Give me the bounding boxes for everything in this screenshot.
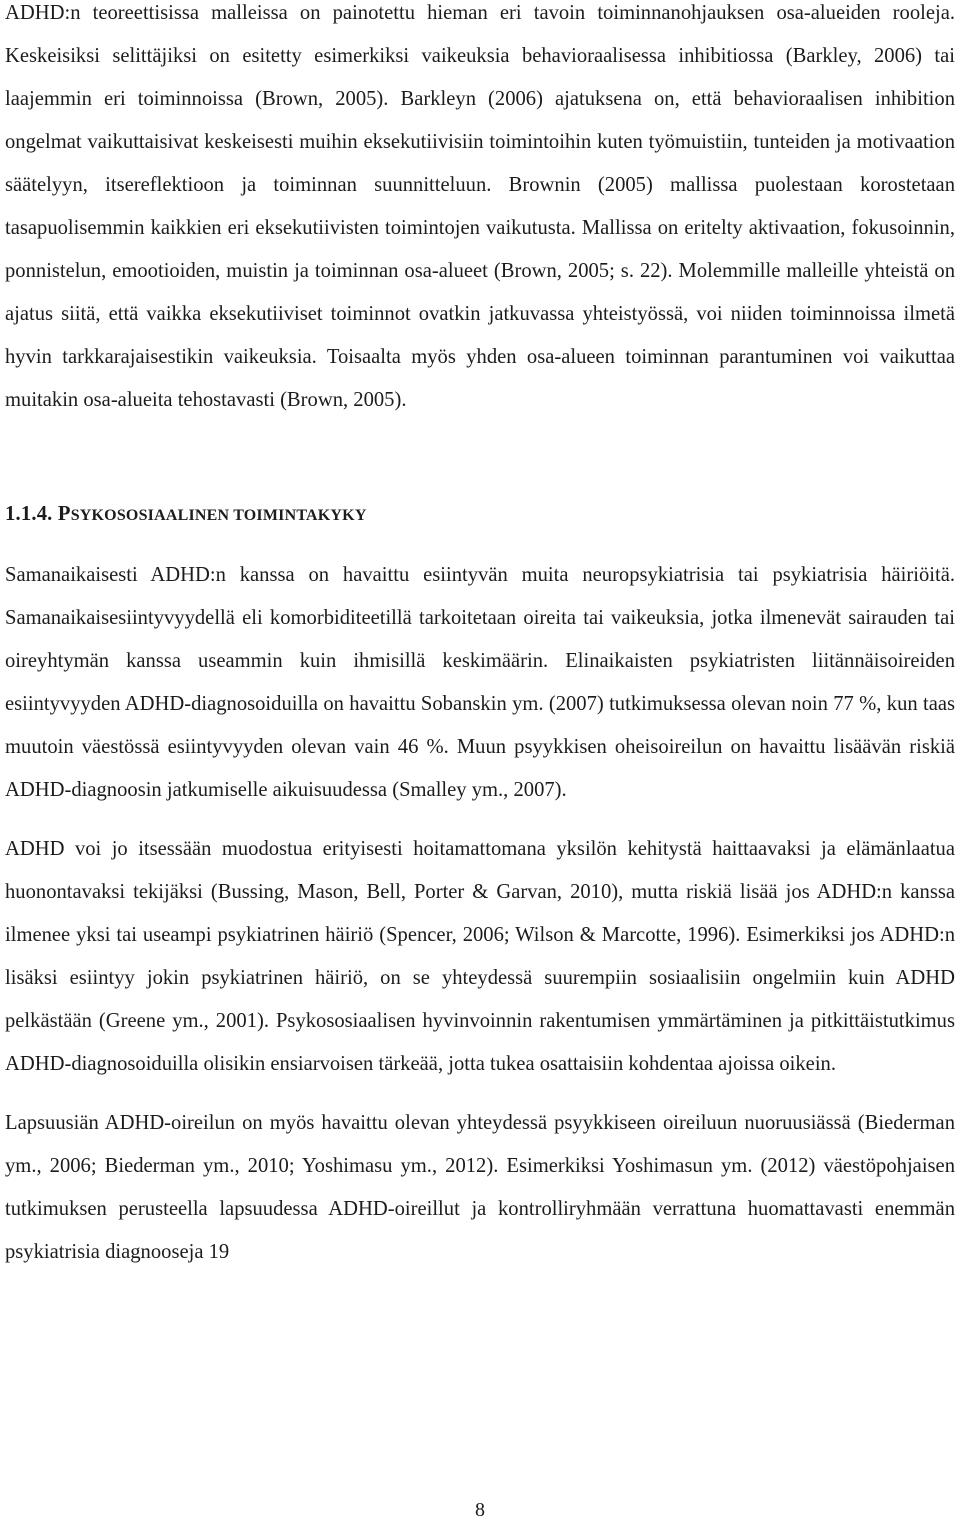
section-title-initial: P (57, 503, 71, 525)
section-number: 1.1.4. (5, 503, 53, 525)
paragraph-childhood-adhd: Lapsuusiän ADHD-oireilun on myös havaittu olevan yhteydessä psyykkiseen oireiluun nuoruusiässä (Biederman ym., 2006; Biederman ym., 2010; Yoshimasu ym., 2012). Esimerkiksi Yoshimasun ym. (2012) väestöpohjaisen tutkimuksen perusteella lapsuudessa ADHD-oireillut ja kontrolliryhmään verrattuna huomattavasti enemmän psykiatrisia diagnooseja 19 (5, 1112, 955, 1263)
spacer (5, 422, 955, 493)
section-title-rest: SYKOSOSIAALINEN TOIMINTAKYKY (70, 507, 367, 524)
section-heading (5, 493, 955, 537)
spacer (5, 537, 955, 554)
paragraph-adhd-risk: ADHD voi jo itsessään muodostua erityisesti hoitamattomana yksilön kehitystä haittaavaksi ja elämänlaatua huonontavaksi tekijäksi (Bussing, Mason, Bell, Porter & Garvan, 2010), mutta riskiä lisää jos ADHD:n kanssa ilmenee yksi tai useampi psykiatrinen häiriö (Spencer, 2006; Wilson & Marcotte, 1996). Esimerkiksi jos ADHD:n lisäksi esiintyy jokin psykiatrinen häiriö, on se yhteydessä suurempiin sosiaalisiin ongelmiin kuin ADHD pelkästään (Greene ym., 2001). Psykososiaalisen hyvinvoinnin rakentumisen ymmärtäminen ja pitkittäistutkimus ADHD-diagnosoiduilla olisikin ensiarvoisen tärkeää, jotta tukea osattaisiin kohdentaa ajoissa oikein. (5, 838, 955, 1075)
paragraph-adhd-models: ADHD:n teoreettisissa malleissa on painotettu hieman eri tavoin toiminnanohjauksen osa-alueiden rooleja. Keskeisiksi selittäjiksi on esitetty esimerkiksi vaikeuksia behavioraalisessa inhibitiossa (Barkley, 2006) tai laajemmin eri toiminnoissa (Brown, 2005). Barkleyn (2006) ajatuksena on, että behavioraalisen inhibition ongelmat vaikuttaisivat keskeisesti muihin eksekutiivisiin toimintoihin kuten työmuistiin, tunteiden ja motivaation säätelyyn, itsereflektioon ja toiminnan suunnitteluun. Brownin (2005) mallissa puolestaan korostetaan tasapuolisemmin kaikkien eri eksekutiivisten toimintojen vaikutusta. Mallissa on eritelty aktivaation, fokusoinnin, ponnistelun, emootioiden, muistin ja toiminnan osa-alueet (Brown, 2005; s. 22). Molemmille malleille yhteistä on ajatus siitä, että vaikka eksekutiiviset toiminnot ovatkin jatkuvassa yhteistyössä, voi niiden toiminnoissa ilmetä hyvin tarkkarajaisestikin vaikeuksia. Toisaalta myös yhden osa-alueen toiminnan parantuminen voi vaikuttaa muitakin osa-alueita tehostavasti (Brown, 2005). (5, 2, 955, 411)
spacer (5, 1086, 955, 1102)
spacer (5, 812, 955, 828)
paragraph-comorbidity: Samanaikaisesti ADHD:n kanssa on havaittu esiintyvän muita neuropsykiatrisia tai psykiatrisia häiriöitä. Samanaikaisesiintyvyydellä eli komorbiditeetillä tarkoitetaan oireita tai vaikeuksia, jotka ilmenevät sairauden tai oireyhtymän kanssa useammin kuin ihmisillä keskimäärin. Elinaikaisten psykiatristen liitännäisoireiden esiintyvyyden ADHD-diagnosoiduilla on havaittu Sobanskin ym. (2007) tutkimuksessa olevan noin 77 %, kun taas muutoin väestössä esiintyvyyden olevan vain 46 %. Muun psyykkisen oheisoireilun on havaittu lisäävän riskiä ADHD-diagnoosin jatkumiselle aikuisuudessa (Smalley ym., 2007). (5, 564, 955, 801)
document-page (5, 0, 955, 1274)
page-number: 8 (475, 1499, 485, 1521)
